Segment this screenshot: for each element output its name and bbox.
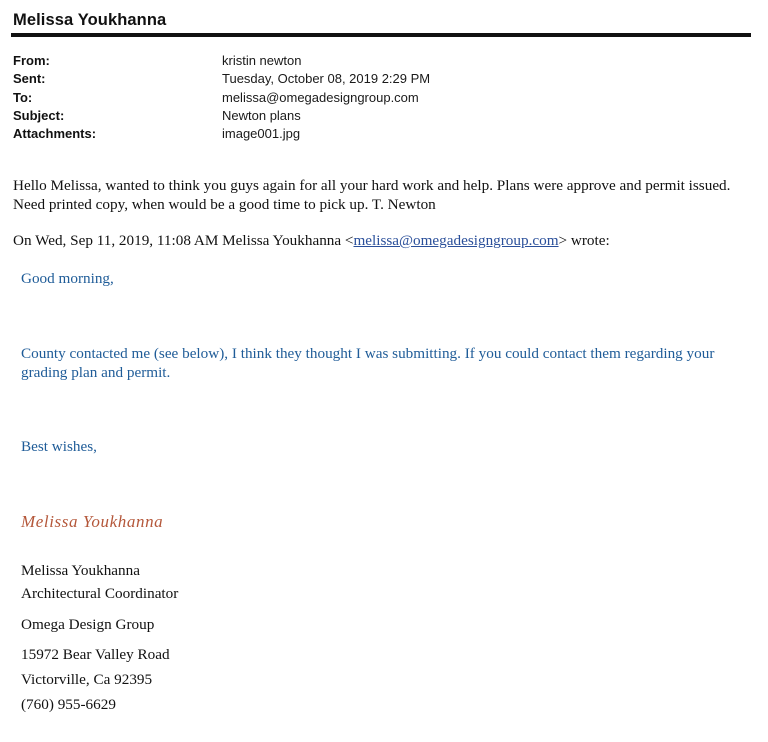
signature-company: Omega Design Group bbox=[21, 616, 155, 633]
to-value: melissa@omegadesigngroup.com bbox=[222, 89, 419, 105]
signature-script: Melissa Youkhanna bbox=[21, 512, 164, 531]
quote-intro-line bbox=[13, 231, 755, 250]
header-divider bbox=[11, 33, 751, 37]
quoted-closing: Best wishes, bbox=[21, 438, 97, 455]
email-header bbox=[13, 52, 430, 143]
subject-label: Subject: bbox=[13, 107, 65, 123]
from-label: From: bbox=[13, 53, 50, 68]
sent-label: Sent: bbox=[13, 71, 46, 87]
mailbox-owner-name: Melissa Youkhanna bbox=[13, 11, 167, 29]
from-value: kristin newton bbox=[222, 53, 302, 68]
quoted-greeting: Good morning, bbox=[21, 270, 114, 287]
subject-row bbox=[13, 107, 430, 125]
signature-title: Architectural Coordinator bbox=[21, 585, 179, 602]
sent-row bbox=[13, 70, 430, 88]
signature-address-line2: Victorville, Ca 92395 bbox=[21, 671, 153, 688]
quoted-sender-email-link[interactable]: melissa@omegadesigngroup.com bbox=[353, 232, 559, 249]
signature-phone: (760) 955-6629 bbox=[21, 696, 116, 713]
attachments-label: Attachments: bbox=[13, 126, 97, 142]
signature-name: Melissa Youkhanna bbox=[21, 562, 140, 579]
quoted-paragraph: County contacted me (see below), I think they thought I was submitting. If you could contact them regarding your grading plan and permit. bbox=[21, 345, 715, 381]
sent-value: Tuesday, October 08, 2019 2:29 PM bbox=[222, 71, 431, 87]
to-row bbox=[13, 89, 430, 107]
quote-intro-text: On Wed, Sep 11, 2019, 11:08 AM Melissa Youkhanna < bbox=[13, 232, 354, 249]
to-label: To: bbox=[13, 89, 33, 105]
subject-value: Newton plans bbox=[222, 107, 301, 123]
attachments-row bbox=[13, 125, 430, 143]
attachment-filename: image001.jpg bbox=[222, 126, 301, 142]
from-row bbox=[13, 52, 430, 70]
signature-address-line1: 15972 Bear Valley Road bbox=[21, 646, 170, 663]
quote-outro-text: > wrote: bbox=[558, 232, 610, 249]
message-body: Hello Melissa, wanted to think you guys again for all your hard work and help. Plans were approve and permit issued. Need printed copy, when would be a good time to pick up. T. Newton bbox=[13, 177, 731, 213]
